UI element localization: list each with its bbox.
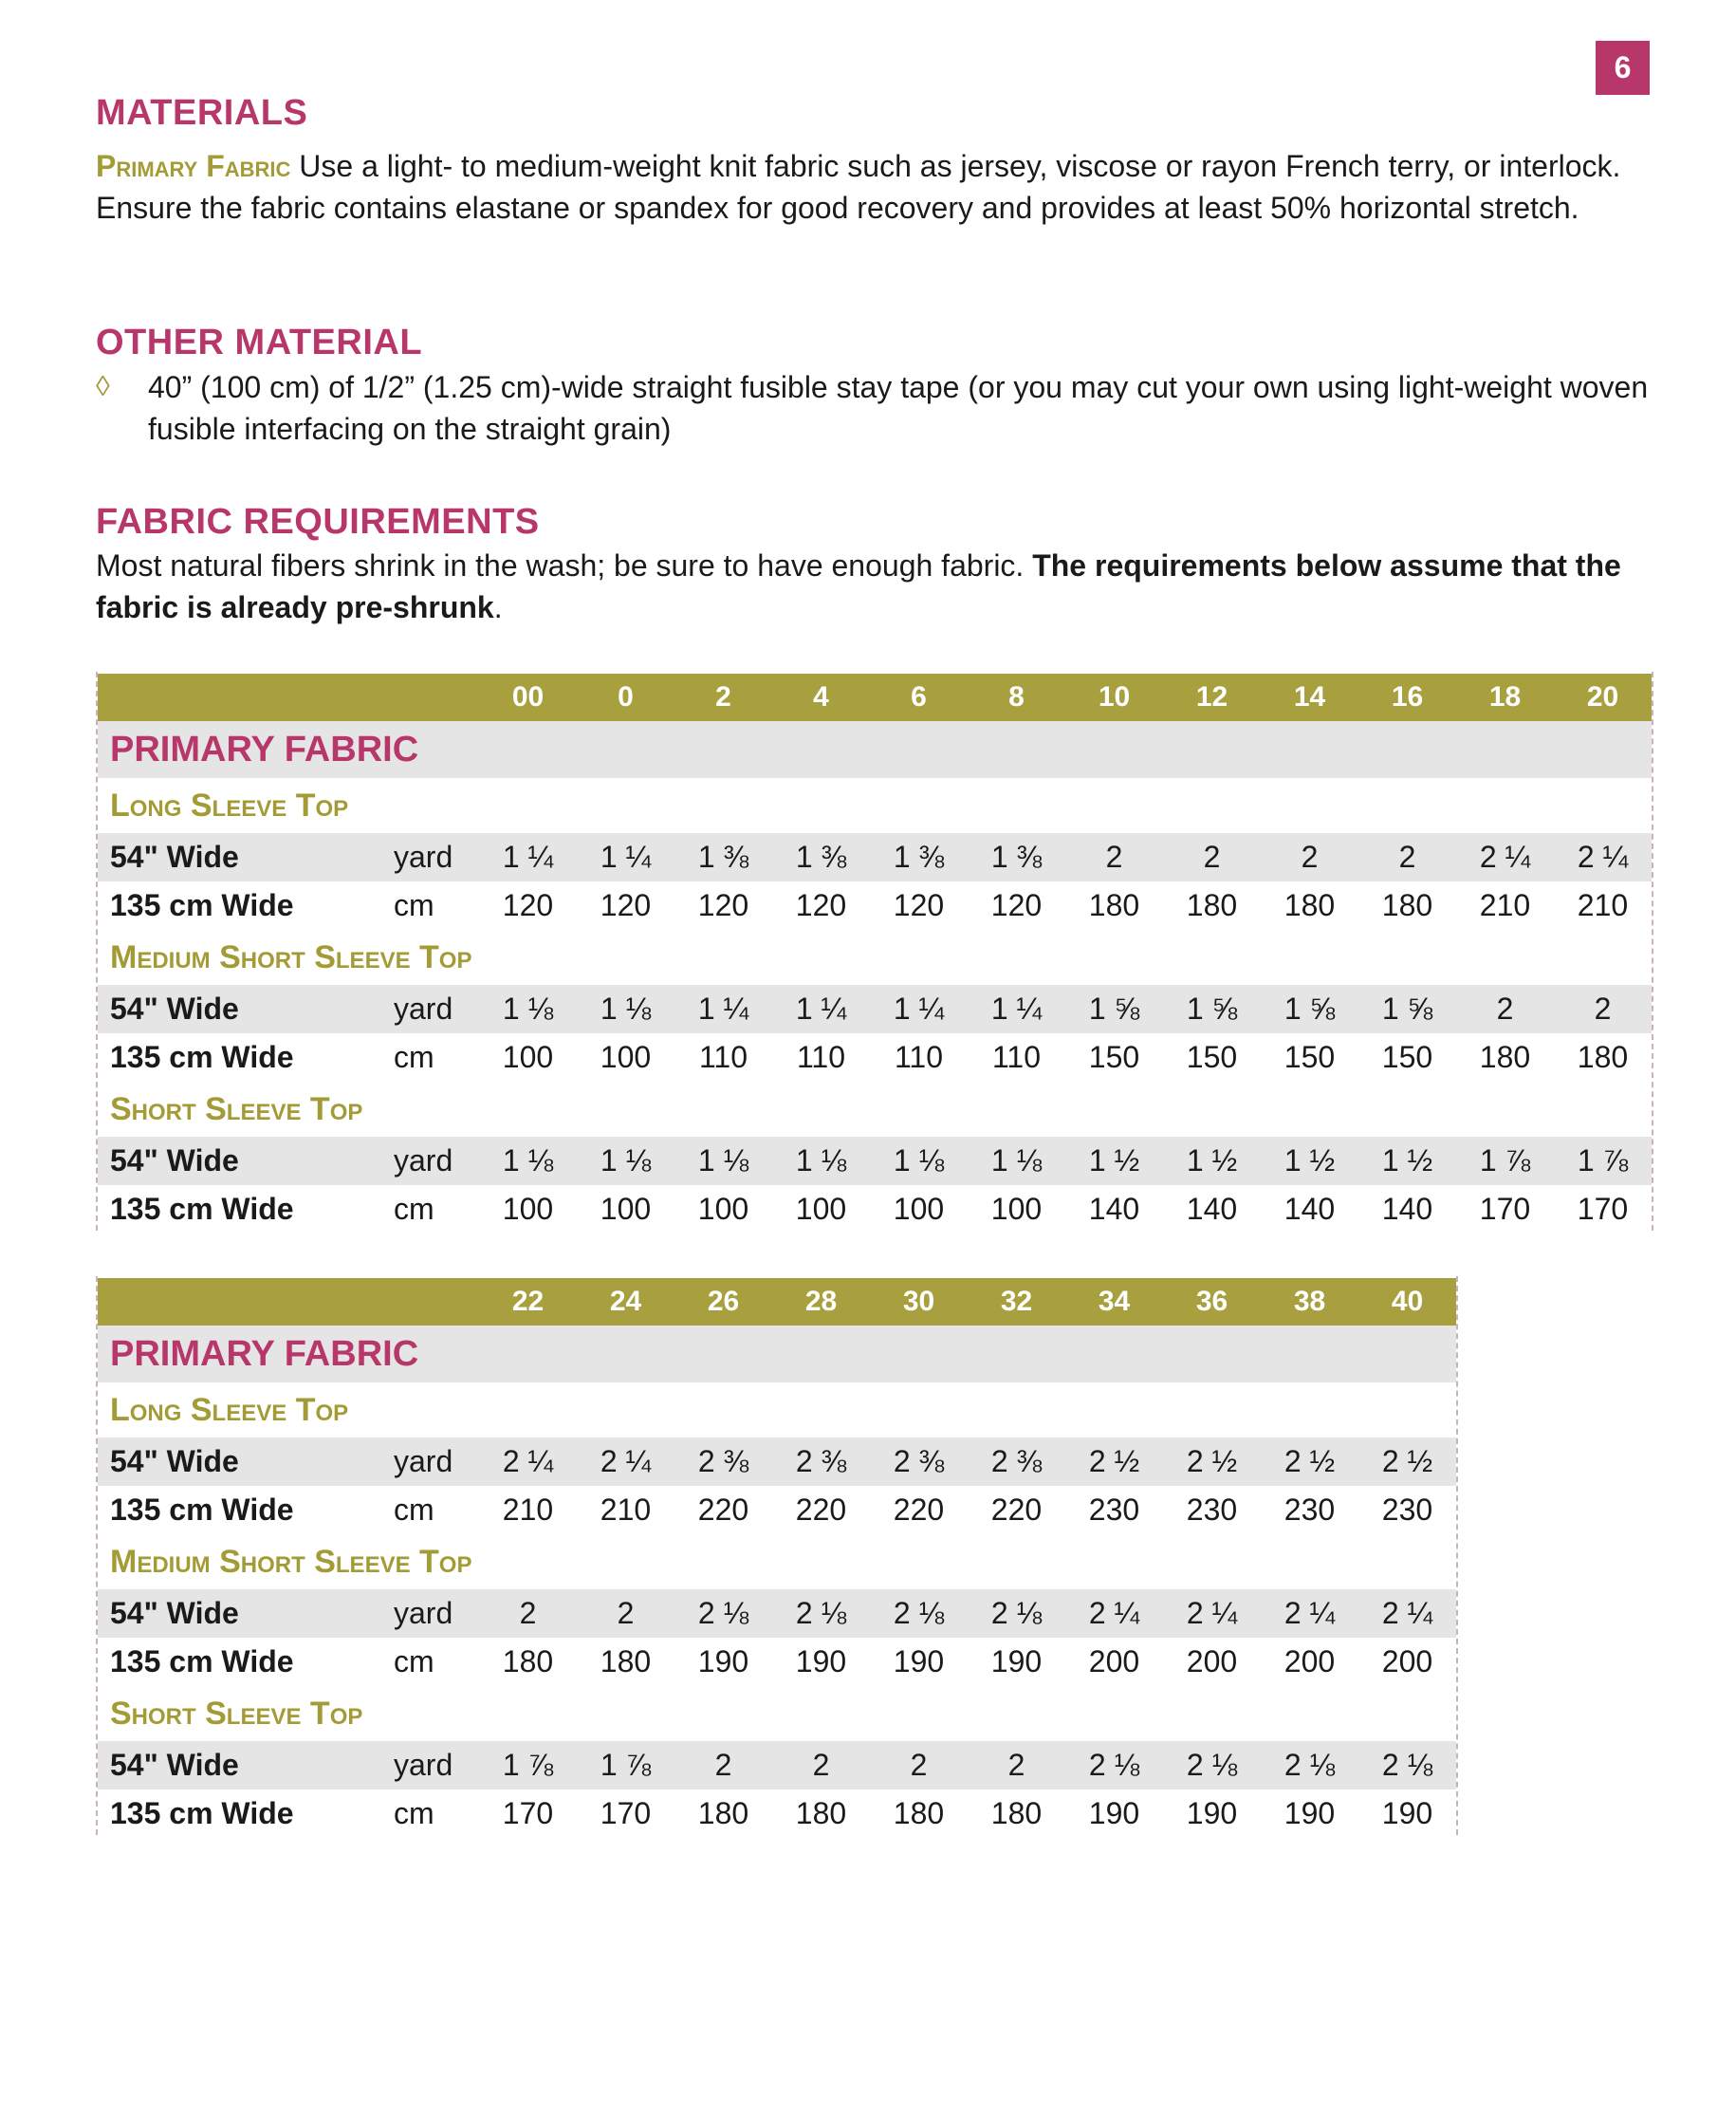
size-header-cell: 24 [577, 1278, 674, 1326]
value-cell: 1 ⅜ [870, 833, 968, 881]
size-header-cell: 4 [772, 674, 870, 721]
garment-group-row [98, 930, 1652, 985]
size-header-spacer [394, 1278, 479, 1326]
value-cell: 180 [1358, 881, 1456, 930]
table-row [98, 1033, 1652, 1082]
value-cell: 1 ⅞ [577, 1741, 674, 1789]
value-cell: 2 ⅛ [1065, 1741, 1163, 1789]
value-cell: 1 ⅛ [674, 1137, 772, 1185]
value-cell: 100 [968, 1185, 1065, 1233]
unit-label: yard [394, 1589, 479, 1638]
value-cell: 2 ⅜ [674, 1437, 772, 1486]
value-cell: 1 ⅝ [1261, 985, 1358, 1033]
value-cell: 2 [772, 1741, 870, 1789]
size-header-cell: 8 [968, 674, 1065, 721]
value-cell: 2 ⅜ [870, 1437, 968, 1486]
table-row [98, 1486, 1456, 1534]
value-cell: 190 [1065, 1789, 1163, 1838]
value-cell: 190 [870, 1638, 968, 1686]
value-cell: 170 [1554, 1185, 1652, 1233]
size-header-cell: 22 [479, 1278, 577, 1326]
value-cell: 1 ⅛ [772, 1137, 870, 1185]
value-cell: 120 [870, 881, 968, 930]
materials-paragraph [96, 145, 1652, 229]
width-label: 54" Wide [98, 833, 394, 881]
value-cell: 100 [674, 1185, 772, 1233]
width-label: 54" Wide [98, 1741, 394, 1789]
value-cell: 2 ¼ [1358, 1589, 1456, 1638]
value-cell: 120 [479, 881, 577, 930]
value-cell: 190 [1358, 1789, 1456, 1838]
fabric-requirements-end: . [493, 590, 503, 624]
value-cell: 100 [870, 1185, 968, 1233]
value-cell: 1 ⅞ [1554, 1137, 1652, 1185]
value-cell: 2 ⅜ [772, 1437, 870, 1486]
unit-label: cm [394, 1789, 479, 1838]
diamond-outline-icon: ◊ [96, 371, 110, 402]
value-cell: 2 [1163, 833, 1261, 881]
width-label: 135 cm Wide [98, 1638, 394, 1686]
value-cell: 2 ⅛ [772, 1589, 870, 1638]
value-cell: 1 ¼ [968, 985, 1065, 1033]
value-cell: 190 [1163, 1789, 1261, 1838]
materials-heading: MATERIALS [96, 93, 308, 133]
section-row [98, 1326, 1456, 1382]
value-cell: 220 [674, 1486, 772, 1534]
fabric-table-sizes-22-40 [98, 1278, 1456, 1838]
value-cell: 140 [1065, 1185, 1163, 1233]
value-cell: 2 ¼ [1163, 1589, 1261, 1638]
value-cell: 180 [1456, 1033, 1554, 1082]
value-cell: 2 ⅛ [1261, 1741, 1358, 1789]
table-row [98, 1741, 1456, 1789]
size-header-cell: 14 [1261, 674, 1358, 721]
value-cell: 2 ¼ [1261, 1589, 1358, 1638]
value-cell: 1 ⅞ [479, 1741, 577, 1789]
garment-group-row [98, 1082, 1652, 1137]
value-cell: 100 [577, 1185, 674, 1233]
size-header-spacer [98, 1278, 394, 1326]
value-cell: 2 ⅜ [968, 1437, 1065, 1486]
value-cell: 180 [772, 1789, 870, 1838]
size-header-cell: 34 [1065, 1278, 1163, 1326]
size-header-row [98, 674, 1652, 721]
value-cell: 2 ½ [1358, 1437, 1456, 1486]
page-number-badge: 6 [1596, 41, 1650, 95]
section-row [98, 721, 1652, 778]
value-cell: 2 [1065, 833, 1163, 881]
width-label: 54" Wide [98, 985, 394, 1033]
value-cell: 200 [1261, 1638, 1358, 1686]
width-label: 135 cm Wide [98, 1486, 394, 1534]
value-cell: 190 [968, 1638, 1065, 1686]
other-material-item [96, 366, 1671, 450]
value-cell: 2 [1261, 833, 1358, 881]
unit-label: cm [394, 1638, 479, 1686]
size-header-spacer [394, 674, 479, 721]
value-cell: 140 [1261, 1185, 1358, 1233]
unit-label: yard [394, 833, 479, 881]
unit-label: yard [394, 985, 479, 1033]
table-row [98, 833, 1652, 881]
value-cell: 200 [1065, 1638, 1163, 1686]
value-cell: 2 [577, 1589, 674, 1638]
value-cell: 140 [1163, 1185, 1261, 1233]
value-cell: 1 ¼ [577, 833, 674, 881]
garment-group-title: Short Sleeve Top [98, 1686, 1456, 1741]
table-row [98, 1137, 1652, 1185]
garment-group-title: Medium Short Sleeve Top [98, 1534, 1456, 1589]
value-cell: 2 [479, 1589, 577, 1638]
size-header-cell: 28 [772, 1278, 870, 1326]
size-header-cell: 38 [1261, 1278, 1358, 1326]
size-header-cell: 2 [674, 674, 772, 721]
value-cell: 150 [1261, 1033, 1358, 1082]
value-cell: 2 ⅛ [870, 1589, 968, 1638]
garment-group-title: Medium Short Sleeve Top [98, 930, 1652, 985]
width-label: 135 cm Wide [98, 1185, 394, 1233]
width-label: 135 cm Wide [98, 1033, 394, 1082]
value-cell: 210 [1554, 881, 1652, 930]
section-title: PRIMARY FABRIC [98, 1326, 1456, 1382]
fabric-requirements-bold: The requirements below assume that the fabric is already pre-shrunk [96, 548, 1621, 624]
value-cell: 190 [1261, 1789, 1358, 1838]
fabric-requirements-paragraph [96, 545, 1652, 628]
primary-fabric-lead: Primary Fabric [96, 149, 291, 183]
garment-group-title: Long Sleeve Top [98, 778, 1652, 833]
unit-label: yard [394, 1437, 479, 1486]
value-cell: 180 [479, 1638, 577, 1686]
value-cell: 1 ⅝ [1065, 985, 1163, 1033]
size-header-cell: 30 [870, 1278, 968, 1326]
value-cell: 150 [1065, 1033, 1163, 1082]
value-cell: 2 ⅛ [968, 1589, 1065, 1638]
value-cell: 170 [577, 1789, 674, 1838]
value-cell: 110 [968, 1033, 1065, 1082]
size-header-cell: 32 [968, 1278, 1065, 1326]
table-row [98, 881, 1652, 930]
width-label: 135 cm Wide [98, 1789, 394, 1838]
value-cell: 1 ⅝ [1163, 985, 1261, 1033]
fabric-requirements-text: Most natural fibers shrink in the wash; be sure to have enough fabric. [96, 548, 1033, 583]
size-header-cell: 36 [1163, 1278, 1261, 1326]
size-header-row [98, 1278, 1456, 1326]
value-cell: 2 ½ [1261, 1437, 1358, 1486]
garment-group-row [98, 778, 1652, 833]
size-header-cell: 6 [870, 674, 968, 721]
value-cell: 2 ½ [1163, 1437, 1261, 1486]
value-cell: 180 [674, 1789, 772, 1838]
table-row [98, 1185, 1652, 1233]
value-cell: 210 [1456, 881, 1554, 930]
value-cell: 1 ⅜ [772, 833, 870, 881]
value-cell: 2 [1554, 985, 1652, 1033]
value-cell: 180 [1261, 881, 1358, 930]
value-cell: 170 [1456, 1185, 1554, 1233]
value-cell: 1 ¼ [479, 833, 577, 881]
fabric-table-sizes-00-20 [98, 674, 1652, 1233]
value-cell: 2 ¼ [479, 1437, 577, 1486]
value-cell: 1 ⅜ [968, 833, 1065, 881]
size-header-cell: 18 [1456, 674, 1554, 721]
value-cell: 2 ¼ [1065, 1589, 1163, 1638]
width-label: 54" Wide [98, 1137, 394, 1185]
width-label: 54" Wide [98, 1437, 394, 1486]
other-material-heading: OTHER MATERIAL [96, 323, 423, 362]
value-cell: 180 [968, 1789, 1065, 1838]
value-cell: 170 [479, 1789, 577, 1838]
value-cell: 110 [870, 1033, 968, 1082]
value-cell: 2 ⅛ [1358, 1741, 1456, 1789]
value-cell: 1 ⅛ [479, 1137, 577, 1185]
value-cell: 120 [968, 881, 1065, 930]
size-header-cell: 10 [1065, 674, 1163, 721]
value-cell: 100 [772, 1185, 870, 1233]
value-cell: 120 [772, 881, 870, 930]
unit-label: cm [394, 1033, 479, 1082]
value-cell: 100 [577, 1033, 674, 1082]
table-row [98, 1589, 1456, 1638]
unit-label: yard [394, 1741, 479, 1789]
garment-group-row [98, 1534, 1456, 1589]
garment-group-row [98, 1382, 1456, 1437]
size-header-cell: 00 [479, 674, 577, 721]
value-cell: 1 ⅛ [870, 1137, 968, 1185]
value-cell: 1 ¼ [870, 985, 968, 1033]
value-cell: 100 [479, 1185, 577, 1233]
garment-group-title: Short Sleeve Top [98, 1082, 1652, 1137]
unit-label: cm [394, 881, 479, 930]
value-cell: 230 [1261, 1486, 1358, 1534]
garment-group-row [98, 1686, 1456, 1741]
value-cell: 110 [772, 1033, 870, 1082]
value-cell: 230 [1163, 1486, 1261, 1534]
size-header-cell: 16 [1358, 674, 1456, 721]
value-cell: 190 [772, 1638, 870, 1686]
value-cell: 1 ½ [1065, 1137, 1163, 1185]
other-material-text: 40” (100 cm) of 1/2” (1.25 cm)-wide straight fusible stay tape (or you may cut your own using light-weight woven fusible interfacing on the straight grain) [148, 370, 1649, 446]
table-row [98, 985, 1652, 1033]
value-cell: 1 ½ [1163, 1137, 1261, 1185]
fabric-requirements-heading: FABRIC REQUIREMENTS [96, 502, 540, 542]
value-cell: 220 [772, 1486, 870, 1534]
value-cell: 190 [674, 1638, 772, 1686]
value-cell: 1 ⅛ [577, 985, 674, 1033]
value-cell: 180 [577, 1638, 674, 1686]
table-row [98, 1437, 1456, 1486]
size-header-cell: 20 [1554, 674, 1652, 721]
value-cell: 100 [479, 1033, 577, 1082]
section-title: PRIMARY FABRIC [98, 721, 1652, 778]
value-cell: 2 ¼ [1554, 833, 1652, 881]
value-cell: 2 ⅛ [1163, 1741, 1261, 1789]
width-label: 54" Wide [98, 1589, 394, 1638]
value-cell: 230 [1358, 1486, 1456, 1534]
table-row [98, 1638, 1456, 1686]
size-header-cell: 40 [1358, 1278, 1456, 1326]
value-cell: 1 ⅞ [1456, 1137, 1554, 1185]
width-label: 135 cm Wide [98, 881, 394, 930]
value-cell: 1 ½ [1261, 1137, 1358, 1185]
value-cell: 2 ⅛ [674, 1589, 772, 1638]
value-cell: 2 [1456, 985, 1554, 1033]
value-cell: 1 ⅝ [1358, 985, 1456, 1033]
garment-group-title: Long Sleeve Top [98, 1382, 1456, 1437]
value-cell: 120 [577, 881, 674, 930]
value-cell: 180 [1163, 881, 1261, 930]
value-cell: 1 ⅛ [479, 985, 577, 1033]
table-row [98, 1789, 1456, 1838]
value-cell: 210 [479, 1486, 577, 1534]
value-cell: 2 ¼ [1456, 833, 1554, 881]
size-header-spacer [98, 674, 394, 721]
value-cell: 2 ½ [1065, 1437, 1163, 1486]
unit-label: cm [394, 1486, 479, 1534]
value-cell: 1 ½ [1358, 1137, 1456, 1185]
value-cell: 180 [1554, 1033, 1652, 1082]
value-cell: 1 ⅛ [577, 1137, 674, 1185]
value-cell: 110 [674, 1033, 772, 1082]
value-cell: 150 [1358, 1033, 1456, 1082]
unit-label: cm [394, 1185, 479, 1233]
value-cell: 2 [968, 1741, 1065, 1789]
unit-label: yard [394, 1137, 479, 1185]
value-cell: 180 [1065, 881, 1163, 930]
value-cell: 180 [870, 1789, 968, 1838]
value-cell: 2 [674, 1741, 772, 1789]
value-cell: 220 [968, 1486, 1065, 1534]
value-cell: 140 [1358, 1185, 1456, 1233]
value-cell: 150 [1163, 1033, 1261, 1082]
value-cell: 1 ⅜ [674, 833, 772, 881]
value-cell: 220 [870, 1486, 968, 1534]
materials-text: Use a light- to medium-weight knit fabric such as jersey, viscose or rayon French terry, or interlock. Ensure the fabric contains elastane or spandex for good recovery and provides at least 50% horizontal stretch. [96, 149, 1621, 225]
size-header-cell: 12 [1163, 674, 1261, 721]
value-cell: 2 ¼ [577, 1437, 674, 1486]
value-cell: 120 [674, 881, 772, 930]
value-cell: 2 [1358, 833, 1456, 881]
size-header-cell: 0 [577, 674, 674, 721]
value-cell: 1 ¼ [674, 985, 772, 1033]
size-header-cell: 26 [674, 1278, 772, 1326]
value-cell: 2 [870, 1741, 968, 1789]
value-cell: 210 [577, 1486, 674, 1534]
value-cell: 200 [1358, 1638, 1456, 1686]
value-cell: 200 [1163, 1638, 1261, 1686]
value-cell: 230 [1065, 1486, 1163, 1534]
value-cell: 1 ¼ [772, 985, 870, 1033]
value-cell: 1 ⅛ [968, 1137, 1065, 1185]
